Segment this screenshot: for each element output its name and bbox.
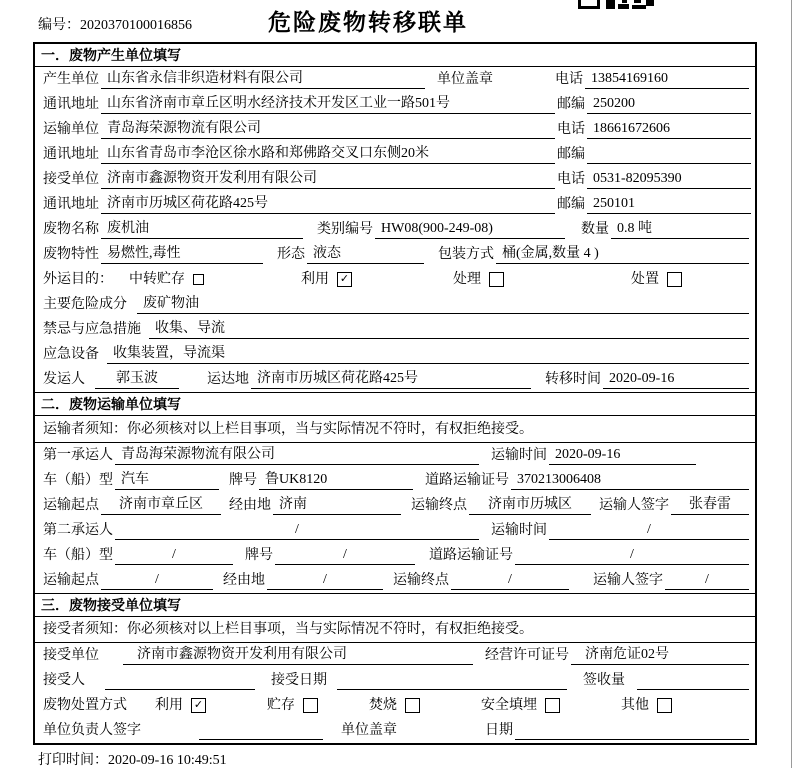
address-label: 通讯地址	[43, 147, 99, 163]
carrier-sign-label: 运输人签字	[599, 497, 669, 513]
form-value: 液态	[307, 244, 424, 264]
spacer	[696, 464, 749, 465]
permit-label: 道路运输证号	[425, 472, 509, 488]
option-label: 中转贮存	[129, 272, 185, 288]
route-via-label: 经由地	[229, 497, 271, 513]
route-via-label: 经由地	[223, 572, 265, 588]
row-equipment	[35, 342, 755, 367]
accept-date-value	[337, 670, 567, 690]
checkbox-checked-icon: ✓	[337, 272, 352, 287]
checkbox-icon	[303, 698, 318, 713]
checkbox-icon	[667, 272, 682, 287]
destination-value: 济南市历城区荷花路425号	[251, 369, 531, 389]
zip-label: 邮编	[557, 97, 585, 113]
route-end-label: 运输终点	[393, 572, 449, 588]
section2-header: 二．废物运输单位填写	[35, 392, 755, 416]
row-route2	[35, 568, 755, 593]
plate-value: 鲁UK8120	[259, 470, 413, 490]
transporter-zip	[587, 144, 751, 164]
dispatcher-label: 发运人	[43, 372, 85, 388]
zip-label: 邮编	[557, 197, 585, 213]
address-label: 通讯地址	[43, 97, 99, 113]
manifest-form-table	[33, 42, 757, 745]
zip-label: 邮编	[557, 147, 585, 163]
disposal-option-incinerate	[369, 696, 481, 715]
dispatcher-name: 郭玉波	[95, 369, 179, 389]
transfer-time-value: 2020-09-16	[603, 369, 749, 389]
purpose-option-treat	[453, 270, 631, 289]
waste-name-label: 废物名称	[43, 222, 99, 238]
option-label: 焚烧	[369, 697, 397, 713]
vehicle-type-label: 车（船）型	[43, 472, 113, 488]
carrier-sign-value: /	[665, 570, 749, 590]
vehicle-type-value: /	[115, 545, 233, 565]
route-start-label: 运输起点	[43, 497, 99, 513]
permit-label: 道路运输证号	[429, 547, 513, 563]
receiver-phone: 0531-82095390	[587, 169, 751, 189]
transporter-address: 山东省青岛市李沧区徐水路和郑佛路交叉口东侧20米	[101, 144, 555, 164]
route-start-value: 济南市章丘区	[101, 495, 221, 515]
option-label: 处理	[453, 272, 481, 288]
row-responsible-signature	[35, 718, 755, 743]
checkbox-icon	[545, 698, 560, 713]
quantity-value: 0.8 吨	[611, 219, 749, 239]
permit-value: 370213006408	[511, 470, 749, 490]
plate-label: 牌号	[229, 472, 257, 488]
row-disposal-method	[35, 693, 755, 718]
responsible-sign-label: 单位负责人签字	[43, 722, 141, 738]
route-end-value: /	[451, 570, 569, 590]
license-label: 经营许可证号	[485, 647, 569, 663]
row-accept-unit	[35, 643, 755, 668]
purpose-label: 外运目的：	[43, 272, 113, 288]
row-producer	[35, 67, 755, 92]
serial-label: 编号：	[38, 18, 80, 33]
receiver-address: 济南市历城区荷花路425号	[101, 194, 555, 214]
checkbox-checked-icon: ✓	[191, 698, 206, 713]
accept-notice-text: 接受者须知：你必须核对以上栏目事项，当与实际情况不符时，有权拒绝接受。	[43, 621, 533, 637]
print-time-label: 打印时间：	[38, 753, 108, 768]
category-code: HW08(900-249-08)	[375, 219, 565, 239]
route-start-value: /	[101, 570, 213, 590]
transporter-value: 青岛海荣源物流有限公司	[101, 119, 555, 139]
transport-time-label: 运输时间	[491, 447, 547, 463]
row-transport-notice	[35, 416, 755, 442]
row-acceptor	[35, 668, 755, 693]
row-vehicle2	[35, 543, 755, 568]
producer-address: 山东省济南市章丘区明水经济技术开发区工业一路501号	[101, 94, 555, 114]
row-transporter	[35, 117, 755, 142]
disposal-option-reuse	[155, 696, 267, 715]
checkbox-icon	[657, 698, 672, 713]
receiver-zip: 250101	[587, 194, 751, 214]
print-time-value: 2020-09-16 10:49:51	[108, 753, 227, 768]
waste-name-value: 废机油	[101, 219, 303, 239]
accept-unit-value: 济南市鑫源物资开发利用有限公司	[123, 645, 473, 665]
route-via-value: /	[267, 570, 383, 590]
qr-code-fragment-icon	[578, 0, 654, 9]
row-waste-name	[35, 217, 755, 242]
option-label: 处置	[631, 272, 659, 288]
row-receiver-address	[35, 192, 755, 217]
form-label: 形态	[277, 247, 305, 263]
print-time-line	[38, 749, 227, 769]
acceptor-value	[105, 670, 255, 690]
row-waste-props	[35, 242, 755, 267]
received-qty-label: 签收量	[583, 672, 625, 688]
section1-header: 一．废物产生单位填写	[35, 44, 755, 67]
phone-label: 电话	[557, 122, 585, 138]
route-end-label: 运输终点	[411, 497, 467, 513]
equipment-label: 应急设备	[43, 347, 99, 363]
unit-stamp-label: 单位盖章	[341, 722, 397, 738]
disposal-option-other	[621, 696, 672, 715]
receiver-value: 济南市鑫源物资开发利用有限公司	[101, 169, 555, 189]
vehicle-type-value: 汽车	[115, 470, 219, 490]
phone-label: 电话	[557, 172, 585, 188]
serial-number: 2020370100016856	[80, 18, 192, 33]
producer-label: 产生单位	[43, 72, 99, 88]
route-via-value: 济南	[273, 495, 401, 515]
equipment-value: 收集装置，导流渠	[107, 344, 749, 364]
producer-zip: 250200	[587, 94, 751, 114]
received-qty-value	[637, 670, 749, 690]
row-hazard	[35, 292, 755, 317]
transport-time-value: 2020-09-16	[549, 445, 696, 465]
row-carrier1	[35, 443, 755, 468]
checkbox-icon	[405, 698, 420, 713]
page-edge-line	[791, 0, 792, 768]
route-start-label: 运输起点	[43, 572, 99, 588]
responsible-sign-value	[199, 720, 323, 740]
carrier1-value: 青岛海荣源物流有限公司	[115, 445, 479, 465]
row-receiver	[35, 167, 755, 192]
option-label: 安全填埋	[481, 697, 537, 713]
permit-value: /	[515, 545, 749, 565]
plate-label: 牌号	[245, 547, 273, 563]
spacer	[399, 739, 483, 740]
destination-label: 运达地	[207, 372, 249, 388]
hazard-value: 废矿物油	[137, 294, 749, 314]
option-label: 贮存	[267, 697, 295, 713]
packaging-label: 包装方式	[438, 247, 494, 263]
transporter-phone: 18661672606	[587, 119, 751, 139]
transport-time-label: 运输时间	[491, 522, 547, 538]
purpose-option-dispose	[631, 270, 682, 289]
quantity-label: 数量	[581, 222, 609, 238]
row-precaution	[35, 317, 755, 342]
category-label: 类别编号	[317, 222, 373, 238]
option-label: 其他	[621, 697, 649, 713]
carrier-sign-value: 张春雷	[671, 495, 749, 515]
packaging-value: 桶(金属,数量 4 )	[496, 244, 749, 264]
carrier1-label: 第一承运人	[43, 447, 113, 463]
row-accept-notice	[35, 617, 755, 643]
transport-time-value: /	[549, 520, 749, 540]
transport-notice-text: 运输者须知：你必须核对以上栏目事项，当与实际情况不符时，有权拒绝接受。	[43, 421, 533, 437]
route-end-value: 济南市历城区	[469, 495, 591, 515]
precaution-value: 收集、导流	[149, 319, 749, 339]
waste-props-value: 易燃性,毒性	[101, 244, 263, 264]
acceptor-label: 接受人	[43, 672, 85, 688]
disposal-method-label: 废物处置方式	[43, 697, 127, 713]
row-dispatch	[35, 367, 755, 392]
stamp-label: 单位盖章	[437, 72, 493, 88]
disposal-option-store	[267, 696, 369, 715]
vehicle-type-label: 车（船）型	[43, 547, 113, 563]
row-vehicle1	[35, 468, 755, 493]
accept-date-label: 接受日期	[271, 672, 327, 688]
date-label: 日期	[485, 722, 513, 738]
transfer-time-label: 转移时间	[545, 372, 601, 388]
checkbox-icon	[489, 272, 504, 287]
license-value: 济南危证02号	[571, 645, 749, 665]
row-transporter-address	[35, 142, 755, 167]
precaution-label: 禁忌与应急措施	[43, 322, 141, 338]
checkbox-icon	[193, 274, 204, 285]
purpose-option-reuse	[301, 270, 453, 289]
receiver-label: 接受单位	[43, 172, 99, 188]
row-carrier2	[35, 518, 755, 543]
address-label: 通讯地址	[43, 197, 99, 213]
waste-props-label: 废物特性	[43, 247, 99, 263]
accept-unit-label: 接受单位	[43, 647, 99, 663]
purpose-option-transfer	[129, 270, 301, 289]
producer-value: 山东省永信非织造材料有限公司	[101, 69, 425, 89]
producer-phone: 13854169160	[585, 69, 749, 89]
document-header	[0, 0, 796, 42]
hazard-label: 主要危险成分	[43, 297, 127, 313]
section3-header: 三．废物接受单位填写	[35, 593, 755, 617]
disposal-option-landfill	[481, 696, 621, 715]
spacer	[495, 88, 553, 89]
transporter-label: 运输单位	[43, 122, 99, 138]
option-label: 利用	[301, 272, 329, 288]
page-title: 危险废物转移联单	[268, 9, 468, 35]
carrier2-value: /	[115, 520, 479, 540]
date-value	[515, 720, 749, 740]
phone-label: 电话	[555, 72, 583, 88]
row-route1	[35, 493, 755, 518]
row-producer-address	[35, 92, 755, 117]
plate-value: /	[275, 545, 415, 565]
option-label: 利用	[155, 697, 183, 713]
row-purpose	[35, 267, 755, 292]
carrier2-label: 第二承运人	[43, 522, 113, 538]
carrier-sign-label: 运输人签字	[593, 572, 663, 588]
